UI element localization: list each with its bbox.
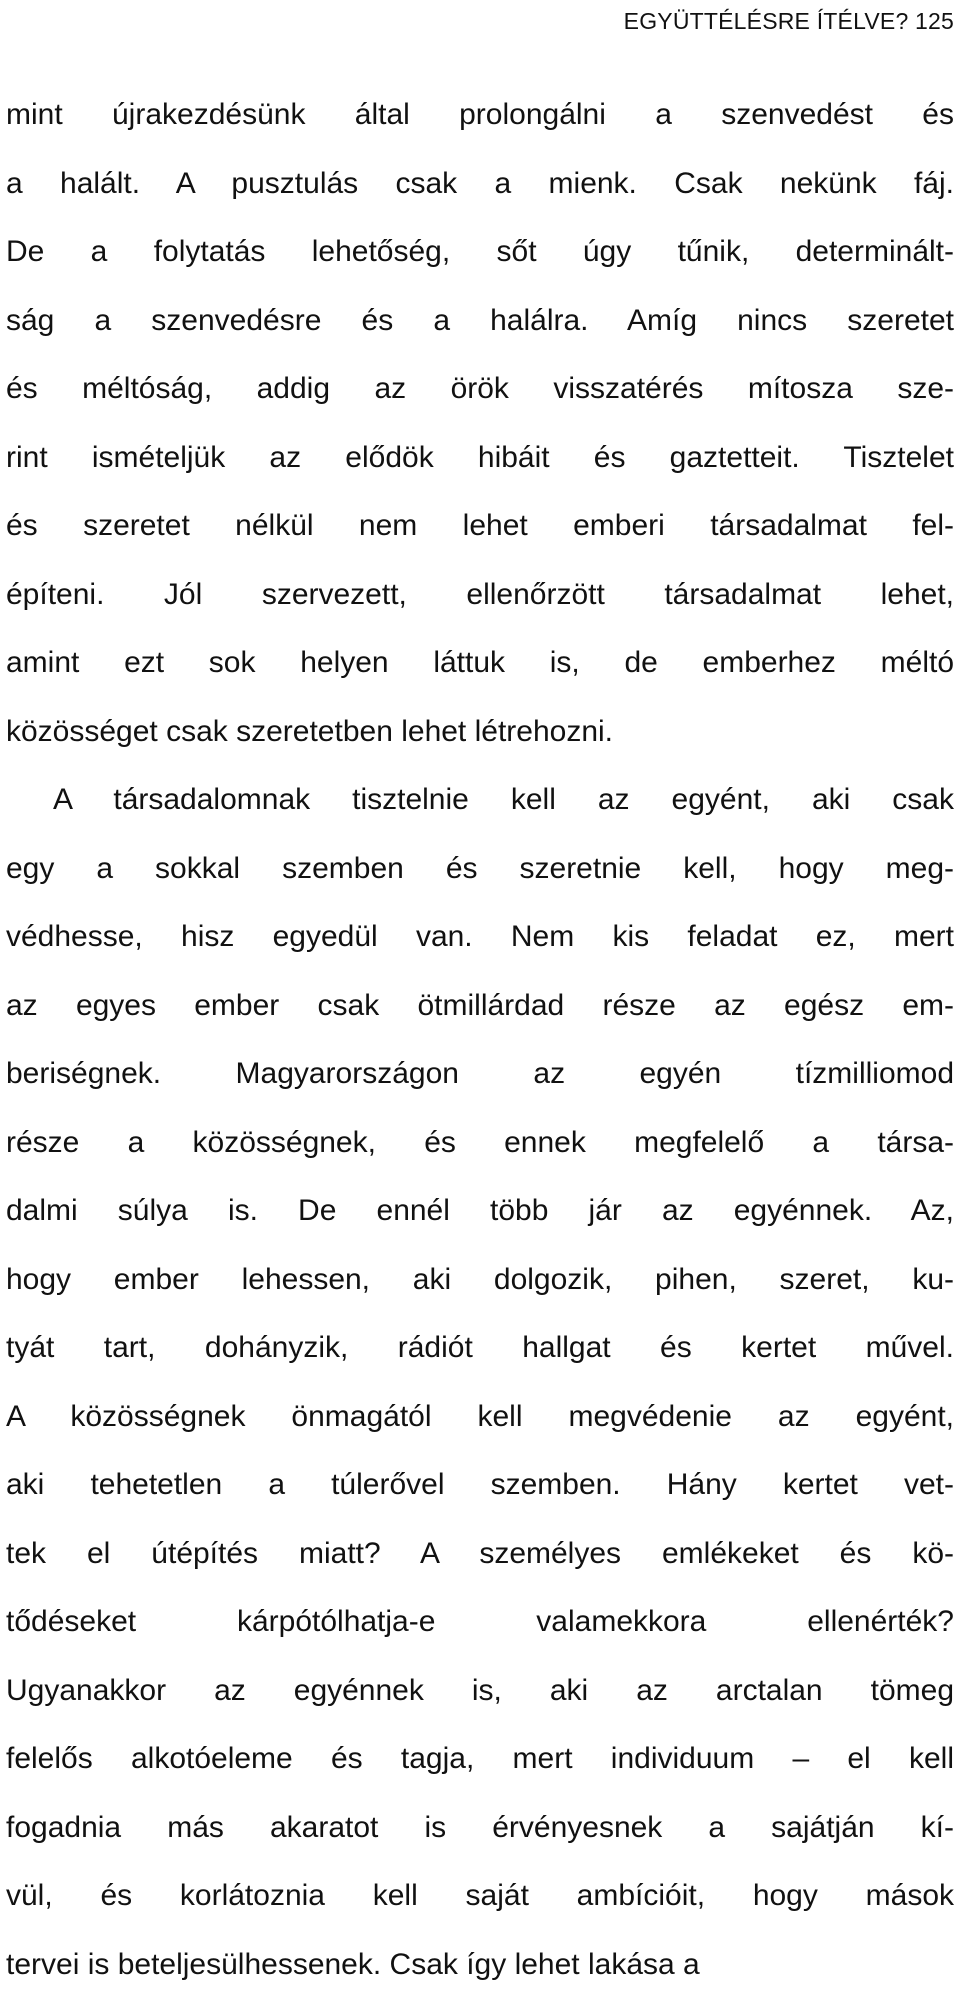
text-line: ság a szenvedésre és a halálra. Amíg nincs szeretet [6, 303, 954, 337]
text-line: hogy ember lehessen, aki dolgozik, pihen, szeret, ku- [6, 1262, 954, 1296]
text-line: része a közösségnek, és ennek megfelelő a társa- [6, 1125, 954, 1159]
paragraph-end-line: közösséget csak szeretetben lehet létrehozni. [6, 714, 614, 748]
text-line: egy a sokkal szemben és szeretnie kell, hogy meg- [6, 851, 954, 885]
text-line: védhesse, hisz egyedül van. Nem kis feladat ez, mert [6, 920, 954, 953]
text-line: amint ezt sok helyen láttuk is, de emberhez méltó [6, 646, 954, 679]
text-line: A közösségnek önmagától kell megvédenie az egyént, [6, 1399, 954, 1433]
text-line: építeni. Jól szervezett, ellenőrzött társadalmat lehet, [6, 577, 954, 611]
text-line: dalmi súlya is. De ennél több jár az egyénnek. Az, [6, 1194, 954, 1227]
text-line: és méltóság, addig az örök visszatérés mítosza sze- [6, 372, 954, 405]
text-line: fogadnia más akaratot is érvényesnek a sajátján kí- [6, 1810, 954, 1844]
text-line: tervei is beteljesülhessenek. Csak így lehet lakása a [6, 1947, 700, 1981]
body-text [6, 81, 954, 1999]
paragraph-start-line: A társadalomnak tisztelnie kell az egyént, aki csak [53, 783, 954, 816]
text-line: mint újrakezdésünk által prolongálni a szenvedést és [6, 98, 954, 131]
text-line: vül, és korlátoznia kell saját ambícióit, hogy mások [6, 1879, 954, 1912]
text-line: tyát tart, dohányzik, rádiót hallgat és kertet művel. [6, 1331, 954, 1364]
text-line: beriségnek. Magyarországon az egyén tízmilliomod [6, 1057, 954, 1090]
text-line: felelős alkotóeleme és tagja, mert individuum – el kell [6, 1742, 954, 1775]
text-line: De a folytatás lehetőség, sőt úgy tűnik, determinált- [6, 235, 954, 268]
text-line: tődéseket kárpótólhatja-e valamekkora ellenérték? [6, 1605, 954, 1638]
text-line: tek el útépítés miatt? A személyes emlékeket és kö- [6, 1536, 954, 1570]
text-line: Ugyanakkor az egyénnek is, aki az arctalan tömeg [6, 1673, 954, 1707]
text-line: az egyes ember csak ötmillárdad része az egész em- [6, 988, 954, 1022]
text-line: aki tehetetlen a túlerővel szemben. Hány kertet vet- [6, 1468, 954, 1501]
text-line: és szeretet nélkül nem lehet emberi társadalmat fel- [6, 509, 954, 542]
text-line: rint ismételjük az elődök hibáit és gaztetteit. Tisztelet [6, 440, 954, 474]
text-line: a halált. A pusztulás csak a mienk. Csak nekünk fáj. [6, 166, 954, 200]
running-header: EGYÜTTÉLÉSRE ÍTÉLVE? 125 [623, 8, 954, 34]
